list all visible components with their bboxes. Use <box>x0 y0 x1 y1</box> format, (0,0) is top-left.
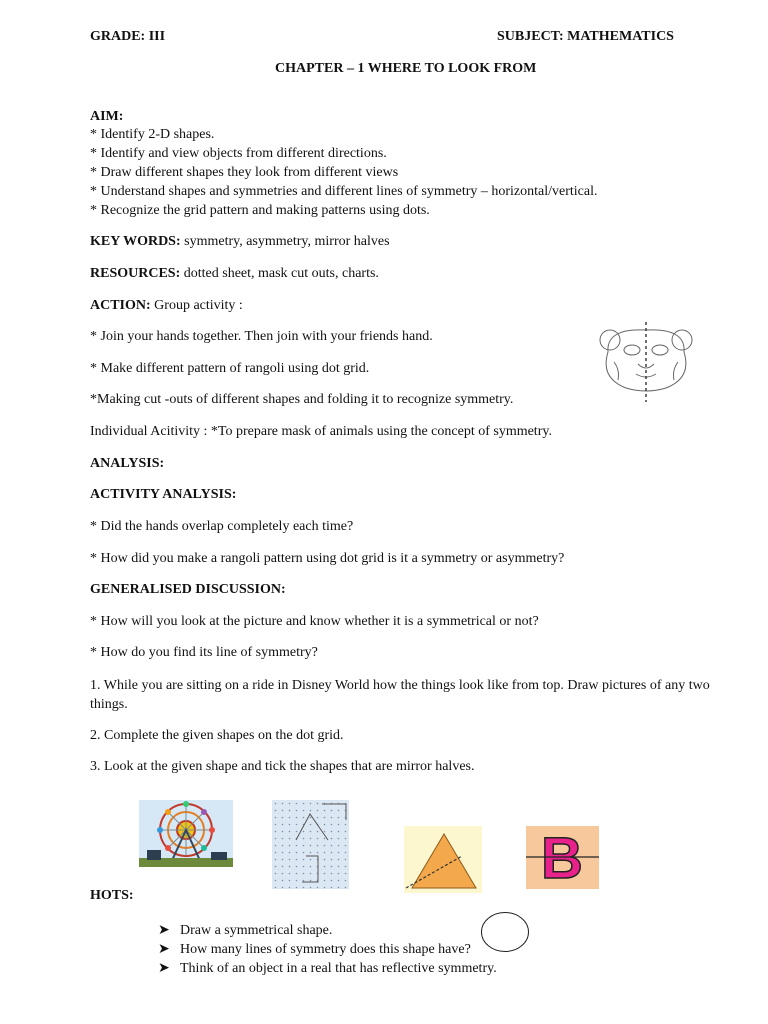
aim-heading: AIM: <box>90 109 124 124</box>
arrow-bullet-icon: ➤ <box>158 961 170 976</box>
keywords-line <box>90 232 390 251</box>
aim-item: * Identify 2-D shapes. <box>90 127 215 142</box>
arrow-bullet-icon: ➤ <box>158 923 170 938</box>
aim-item: * Identify and view objects from different directions. <box>90 146 387 161</box>
letter-b-glyph: B <box>541 826 583 889</box>
resources-line <box>90 264 379 283</box>
action-text: Group activity : <box>150 298 243 313</box>
action-item: * Join your hands together. Then join with your friends hand. <box>90 329 433 344</box>
resources-label: RESOURCES: <box>90 266 181 281</box>
analysis-question: * Did the hands overlap completely each time? <box>90 519 354 534</box>
generalised-heading: GENERALISED DISCUSSION: <box>90 582 286 597</box>
arrow-bullet-icon: ➤ <box>158 942 170 957</box>
aim-item: * Recognize the grid pattern and making patterns using dots. <box>90 203 430 218</box>
lion-mask-icon <box>596 322 696 402</box>
subject-label: SUBJECT: MATHEMATICS <box>497 29 674 44</box>
hots-item <box>158 921 332 940</box>
hots-item-text: Draw a symmetrical shape. <box>180 923 333 938</box>
hots-item <box>158 959 497 978</box>
analysis-heading: ANALYSIS: <box>90 456 165 471</box>
letter-b-image <box>526 826 599 889</box>
activity-analysis-heading: ACTIVITY ANALYSIS: <box>90 487 237 502</box>
action-label: ACTION: <box>90 298 151 313</box>
individual-activity: Individual Acitivity : *To prepare mask of animals using the concept of symmetry. <box>90 424 552 439</box>
discussion-item: * How do you find its line of symmetry? <box>90 645 318 660</box>
keywords-text: symmetry, asymmetry, mirror halves <box>180 234 390 249</box>
oval-shape-icon <box>480 911 530 953</box>
analysis-question: * How did you make a rangoli pattern using dot grid is it a symmetry or asymmetry? <box>90 551 565 566</box>
hots-item <box>158 940 471 959</box>
discussion-item: * How will you look at the picture and know whether it is a symmetrical or not? <box>90 614 539 629</box>
discussion-item: 3. Look at the given shape and tick the shapes that are mirror halves. <box>90 759 475 774</box>
chapter-title: CHAPTER – 1 WHERE TO LOOK FROM <box>275 61 537 76</box>
hots-heading: HOTS: <box>90 888 134 903</box>
action-line <box>90 296 243 315</box>
resources-text: dotted sheet, mask cut outs, charts. <box>180 266 379 281</box>
aim-item: * Draw different shapes they look from different views <box>90 165 399 180</box>
keywords-label: KEY WORDS: <box>90 234 181 249</box>
dot-grid-image <box>272 800 349 889</box>
discussion-item: 2. Complete the given shapes on the dot grid. <box>90 728 344 743</box>
action-item: * Make different pattern of rangoli using dot grid. <box>90 361 370 376</box>
hots-item-text: Think of an object in a real that has reflective symmetry. <box>180 961 497 976</box>
aim-item: * Understand shapes and symmetries and different lines of symmetry – horizontal/vertical. <box>90 184 598 199</box>
discussion-item: 1. While you are sitting on a ride in Disney World how the things look like from top. Draw pictures of any two things. <box>90 678 710 712</box>
grade-label: GRADE: III <box>90 29 166 44</box>
action-item: *Making cut -outs of different shapes and folding it to recognize symmetry. <box>90 392 514 407</box>
ferris-wheel-image <box>139 800 233 867</box>
triangle-image <box>404 826 482 893</box>
hots-item-text: How many lines of symmetry does this shape have? <box>180 942 471 957</box>
